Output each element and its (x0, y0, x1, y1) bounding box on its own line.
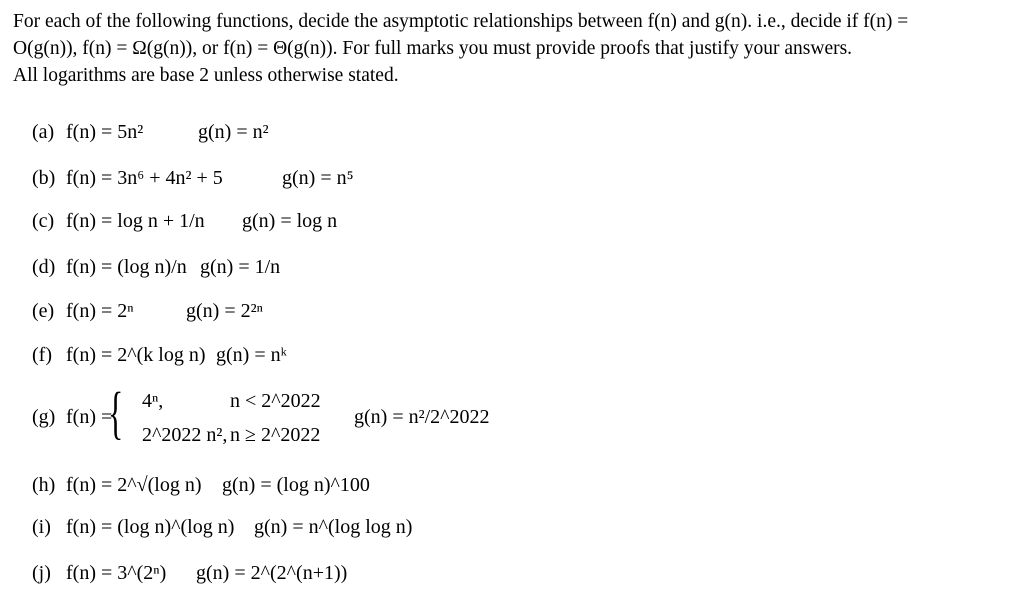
item-label: (c) (32, 210, 55, 232)
case-1-value: 4ⁿ, (142, 390, 164, 412)
case-2-condition: n ≥ 2^2022 (230, 424, 321, 446)
g-expression: g(n) = n² (198, 121, 269, 143)
f-expression: f(n) = (66, 406, 113, 428)
g-expression: g(n) = nᵏ (216, 344, 287, 366)
f-expression: f(n) = (log n)/n (66, 256, 187, 278)
f-expression: f(n) = 2^√(log n) (66, 474, 202, 496)
f-expression: f(n) = 2^(k log n) (66, 344, 206, 366)
piecewise-brace: { (108, 380, 124, 445)
g-expression: g(n) = 2^(2^(n+1)) (196, 562, 348, 584)
g-expression: g(n) = n⁵ (282, 167, 354, 189)
item-label: (a) (32, 121, 55, 143)
f-expression: f(n) = (log n)^(log n) (66, 516, 235, 538)
case-1-condition: n < 2^2022 (230, 390, 321, 412)
f-expression: f(n) = 5n² (66, 121, 144, 143)
f-expression: f(n) = 3n⁶ + 4n² + 5 (66, 167, 223, 189)
g-expression: g(n) = n^(log log n) (254, 516, 413, 538)
instructions (13, 8, 1018, 89)
g-expression: g(n) = (log n)^100 (222, 474, 370, 496)
item-label: (d) (32, 256, 56, 278)
f-expression: f(n) = 2ⁿ (66, 300, 134, 322)
g-expression: g(n) = log n (242, 210, 338, 232)
case-2-value: 2^2022 n², (142, 424, 228, 446)
item-label: (b) (32, 167, 56, 189)
item-label: (g) (32, 406, 56, 428)
instructions-line-1: For each of the following functions, decide the asymptotic relationships between f(n) and g(n). i.e., decide if f(n) = (13, 11, 909, 32)
instructions-line-2: O(g(n)), f(n) = Ω(g(n)), or f(n) = Θ(g(n)). For full marks you must provide proofs that justify your answers. (13, 38, 853, 59)
f-expression: f(n) = log n + 1/n (66, 210, 205, 232)
item-label: (i) (32, 516, 51, 538)
g-expression: g(n) = n²/2^2022 (354, 406, 490, 428)
item-label: (e) (32, 300, 55, 322)
f-expression: f(n) = 3^(2ⁿ) (66, 562, 167, 584)
instructions-line-3: All logarithms are base 2 unless otherwise stated. (13, 65, 399, 86)
item-label: (j) (32, 562, 51, 584)
item-label: (h) (32, 474, 56, 496)
g-expression: g(n) = 1/n (200, 256, 281, 278)
item-label: (f) (32, 344, 52, 366)
g-expression: g(n) = 2²ⁿ (186, 300, 263, 322)
